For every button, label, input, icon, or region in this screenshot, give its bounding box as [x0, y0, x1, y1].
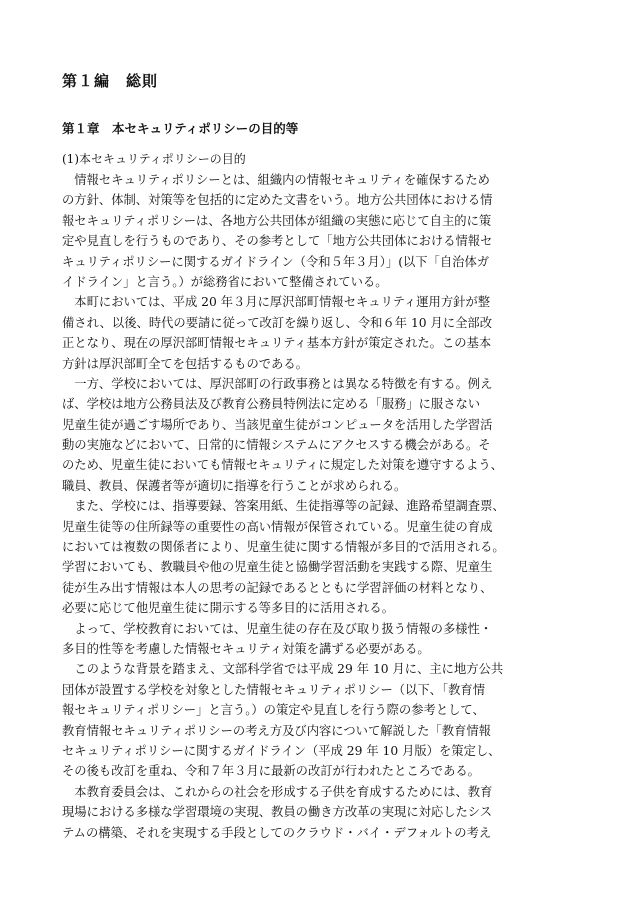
body-line [62, 557, 576, 577]
body-line-text: 定や見直しを行うものであり、その参考として「地方公共団体における情報セ [62, 234, 493, 249]
body-line [62, 823, 576, 843]
body-line-text: 報セキュリティポリシー」と言う。）の策定や見直しを行う際の参考として、 [62, 703, 485, 718]
body-line [62, 659, 576, 679]
part-title: 第１編 総則 [62, 72, 159, 90]
body-line [62, 598, 576, 618]
body-line [62, 619, 576, 639]
body-line-text: 一方、学校においては、厚沢部町の行政事務とは異なる特徴を有する。例え [62, 376, 493, 391]
body-line [62, 354, 576, 374]
body-line-text: のため、児童生徒においても情報セキュリティに規定した対策を遵守するよう、 [62, 458, 503, 473]
body-line [62, 476, 576, 496]
body-line [62, 741, 576, 761]
body-line-text: 正となり、現在の厚沢部町情報セキュリティ基本方針が策定された。この基本 [62, 336, 492, 351]
body-line-text: イドライン」と言う。）が総務省において整備されている。 [62, 274, 388, 289]
body-text [62, 170, 576, 843]
body-line-text: このような背景を踏まえ、文部科学省では平成 29 年 10 月に、主に地方公共 [62, 662, 504, 677]
body-line [62, 496, 576, 516]
body-line-text: 団体が設置する学校を対象とした情報セキュリティポリシー（以下、「教育情 [62, 682, 486, 697]
body-line [62, 333, 576, 353]
body-line-text: キュリティポリシーに関するガイドライン（令和５年３月）」(以下「自治体ガ [62, 254, 490, 269]
body-line-text: 本教育委員会は、これからの社会を形成する子供を育成するためには、教育 [62, 784, 493, 799]
body-line [62, 802, 576, 822]
body-line [62, 211, 576, 231]
body-line-text: 必要に応じて他児童生徒に開示する等多目的に活用される。 [62, 601, 395, 616]
body-line [62, 272, 576, 292]
body-line-text: においては複数の関係者により、児童生徒に関する情報が多目的で活用される。 [62, 540, 505, 555]
body-line [62, 435, 576, 455]
body-line [62, 190, 576, 210]
body-line-text: テムの構築、それを実現する手段としてのクラウド・バイ・デフォルトの考え [62, 825, 492, 840]
body-line-text: 情報セキュリティポリシーとは、組織内の情報セキュリティを確保するため [62, 173, 490, 187]
body-line [62, 455, 576, 475]
body-line-text: の方針、体制、対策等を包括的に定めた文書をいう。地方公共団体における情 [62, 193, 493, 208]
body-line-text: 備され、以後、時代の要請に従って改訂を繰り返し、令和６年 10 月に全部改 [62, 315, 493, 330]
body-line-text: セキュリティポリシーに関するガイドライン（平成 29 年 10 月版）を策定し、 [62, 743, 501, 758]
body-line [62, 517, 576, 537]
body-line [62, 415, 576, 435]
body-line-text: 多目的性等を考慮した情報セキュリティ対策を講ずる必要がある。 [62, 641, 430, 656]
body-line-text: 学習においても、教職員や他の児童生徒と協働学習活動を実践する際、児童生 [62, 560, 493, 575]
body-line [62, 394, 576, 414]
body-line [62, 170, 576, 190]
body-line [62, 721, 576, 741]
body-line-text: また、学校には、指導要録、答案用紙、生徒指導等の記録、進路希望調査票、 [62, 499, 505, 514]
body-line-text: その後も改訂を重ね、令和７年３月に最新の改訂が行われたところである。 [62, 764, 480, 779]
body-line [62, 680, 576, 700]
section-title: (1)本セキュリティポリシーの目的 [62, 152, 246, 166]
body-line-text: 報セキュリティポリシーは、各地方公共団体が組織の実態に応じて自主的に策 [62, 213, 492, 228]
body-line-text: 児童生徒等の住所録等の重要性の高い情報が保管されている。児童生徒の育成 [62, 519, 493, 534]
body-line-text: 方針は厚沢部町全てを包括するものである。 [62, 356, 308, 371]
body-line-text: 徒が生み出す情報は本人の思考の記録であるとともに学習評価の材料となり、 [62, 580, 493, 595]
body-line [62, 292, 576, 312]
body-line-text: ば、学校は地方公務員法及び教育公務員特例法に定める「服務」に服さない [62, 397, 481, 412]
body-line [62, 761, 576, 781]
body-line [62, 578, 576, 598]
body-line-text: 教育情報セキュリティポリシーの考え方及び内容について解説した「教育情報 [62, 723, 491, 738]
body-line-text: 動の実施などにおいて、日常的に情報システムにアクセスする機会がある。そ [62, 438, 491, 453]
body-line [62, 700, 576, 720]
body-line [62, 313, 576, 333]
body-line-text: 児童生徒が過ごす場所であり、当該児童生徒がコンピュータを活用した学習活 [62, 417, 493, 432]
body-line [62, 537, 576, 557]
body-line [62, 374, 576, 394]
body-line-text: 本町においては、平成 20 年３月に厚沢部町情報セキュリティ運用方針が整 [62, 295, 491, 310]
body-line [62, 639, 576, 659]
body-line [62, 231, 576, 251]
body-line-text: よって、学校教育においては、児童生徒の存在及び取り扱う情報の多様性・ [62, 621, 493, 636]
body-line [62, 252, 576, 272]
body-line [62, 782, 576, 802]
chapter-title: 第１章 本セキュリティポリシーの目的等 [62, 121, 299, 136]
body-line-text: 職員、教員、保護者等が適切に指導を行うことが求められる。 [62, 478, 407, 493]
body-line-text: 現場における多様な学習環境の実現、教員の働き方改革の実現に対応したシス [62, 805, 493, 820]
